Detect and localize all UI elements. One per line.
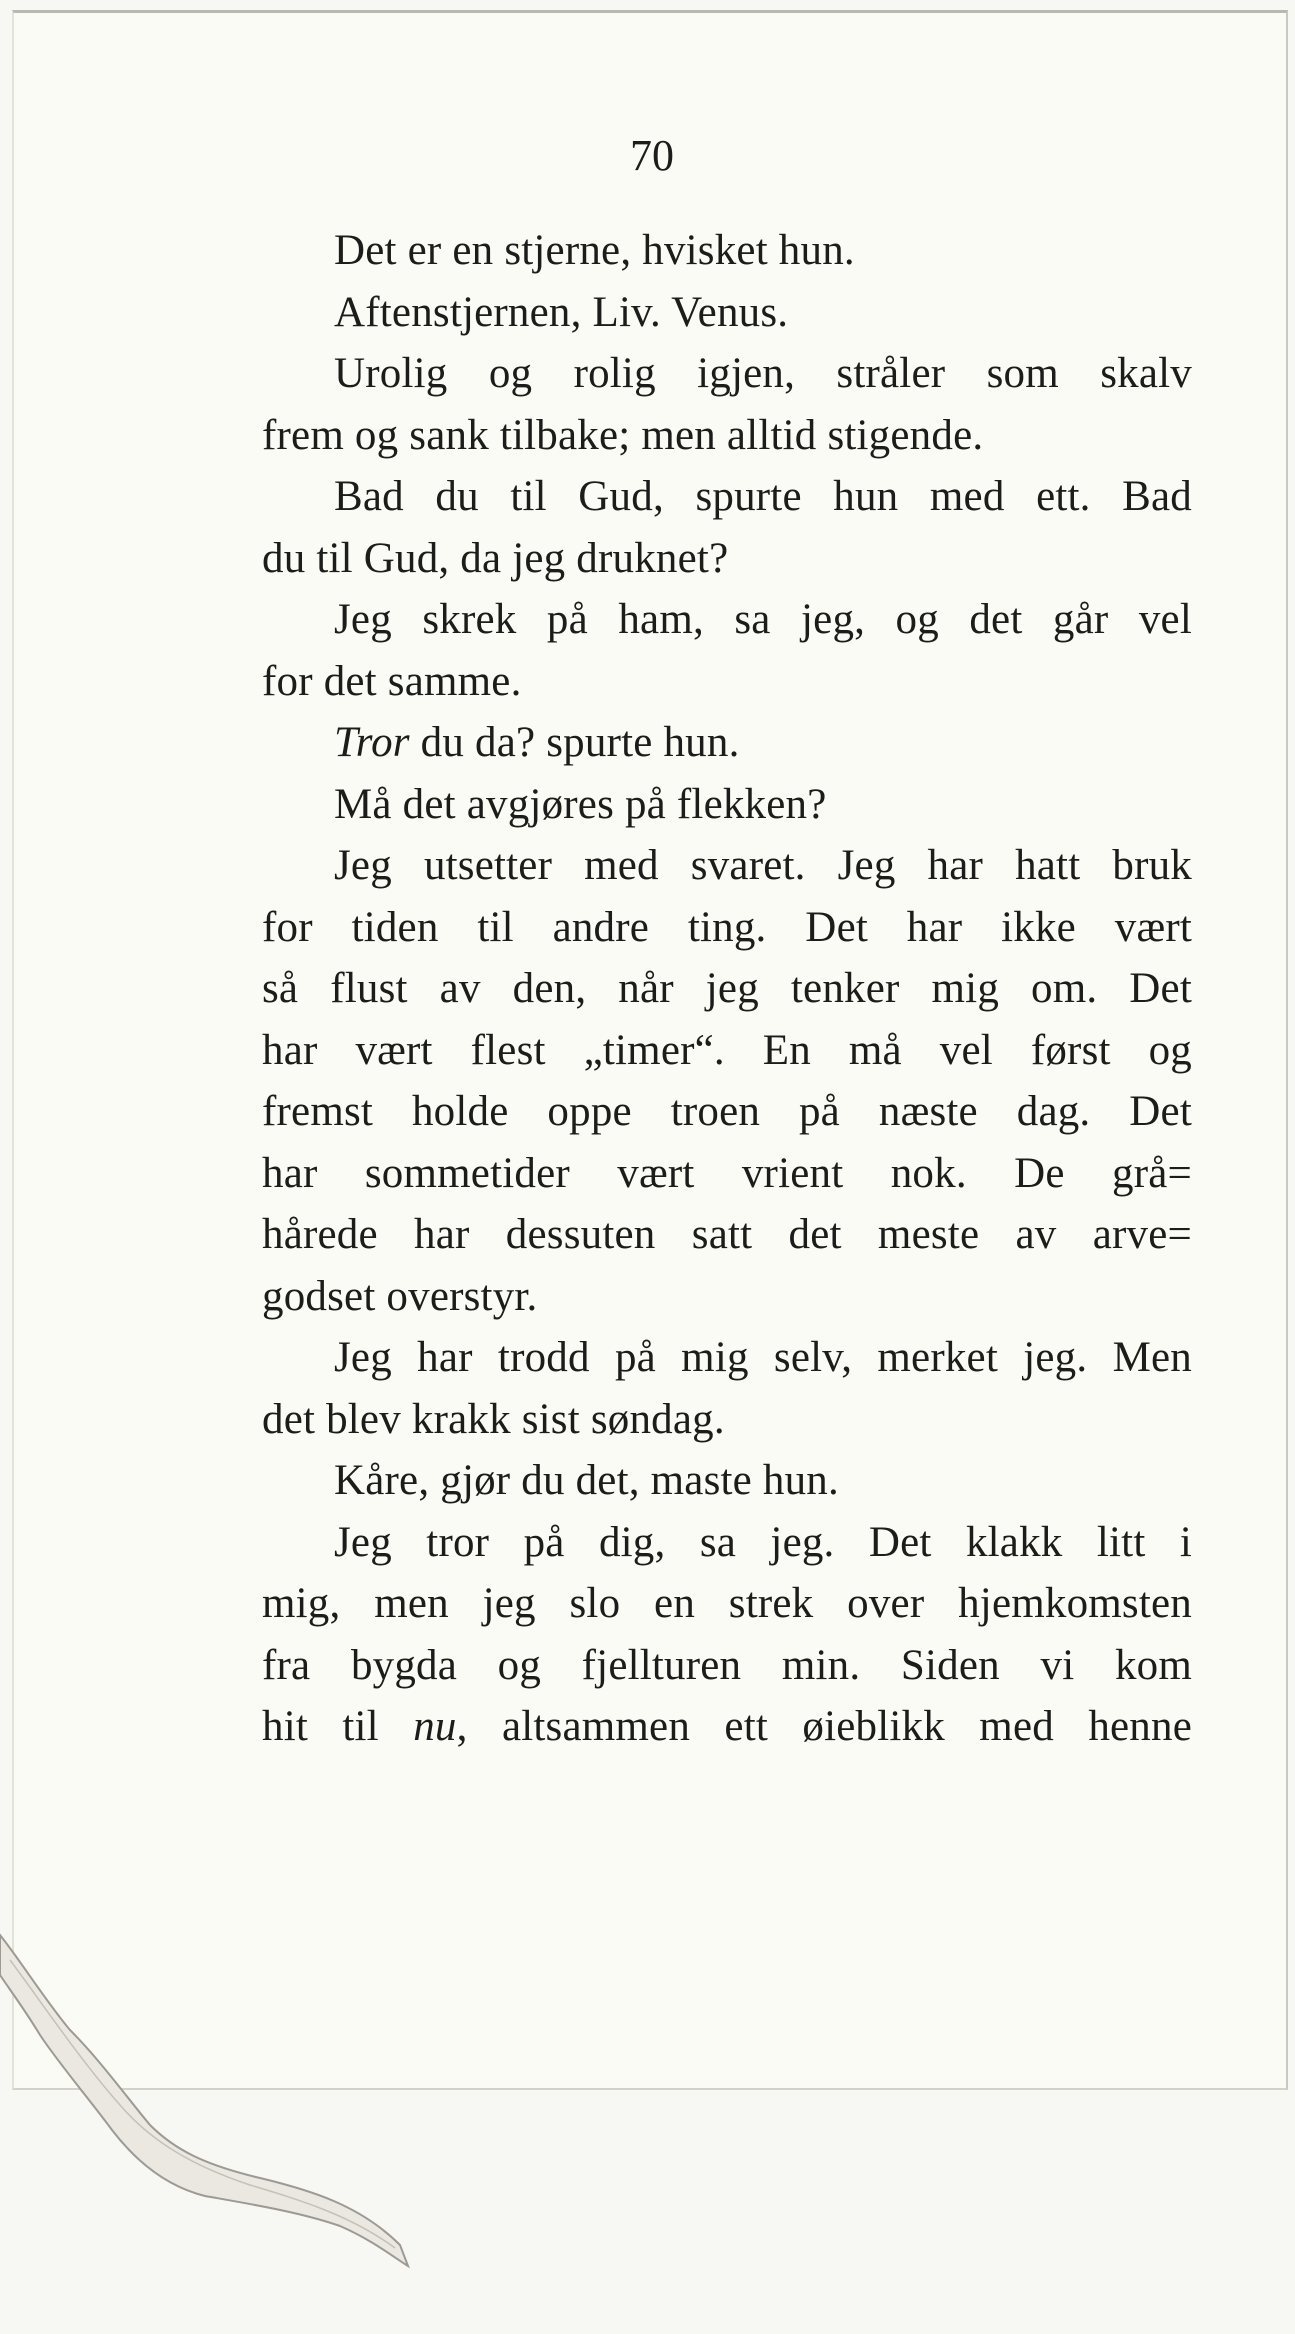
line-text: Må det avgjøres på flekken? (334, 780, 827, 828)
text-line (262, 1573, 1192, 1635)
line-text: frem og sank tilbake; men alltid stigende. (262, 411, 984, 459)
line-text: for det samme. (262, 657, 522, 705)
text-line (262, 405, 1192, 467)
text-line (262, 897, 1192, 959)
text-line (262, 712, 1192, 774)
line-text-continued: , altsammen ett øieblikk med henne (456, 1703, 1192, 1750)
text-line (262, 651, 1192, 713)
text-line (262, 1327, 1192, 1389)
text-line (262, 835, 1192, 897)
line-text: hit til (262, 1703, 414, 1750)
emphasized-word: Tror (334, 719, 410, 766)
text-line (262, 220, 1192, 282)
line-text: godset overstyr. (262, 1272, 538, 1320)
text-line (262, 282, 1192, 344)
text-line (262, 774, 1192, 836)
line-text: Jeg har trodd på mig selv, merket jeg. Men (334, 1334, 1192, 1381)
text-line (262, 1512, 1192, 1574)
line-text: Jeg skrek på ham, sa jeg, og det går vel (334, 596, 1192, 643)
text-line (262, 1635, 1192, 1697)
line-text-continued: du da? spurte hun. (409, 719, 740, 766)
line-text: Jeg tror på dig, sa jeg. Det klakk litt i (334, 1518, 1192, 1566)
line-text: fra bygda og fjellturen min. Siden vi kom (262, 1641, 1192, 1689)
text-line (262, 1696, 1192, 1758)
text-line (262, 1450, 1192, 1512)
text-line (262, 1389, 1192, 1451)
line-text: du til Gud, da jeg druknet? (262, 534, 729, 582)
page-number: 70 (630, 131, 674, 180)
text-line (262, 1020, 1192, 1082)
line-text: Kåre, gjør du det, maste hun. (334, 1457, 839, 1504)
line-text: mig, men jeg slo en strek over hjemkomsten (262, 1580, 1192, 1627)
text-line (262, 1266, 1192, 1328)
line-text: Aftenstjernen, Liv. Venus. (334, 288, 789, 336)
line-text: fremst holde oppe troen på næste dag. Det (262, 1088, 1192, 1135)
line-text: det blev krakk sist søndag. (262, 1395, 725, 1443)
text-line (262, 528, 1192, 590)
line-text: Jeg utsetter med svaret. Jeg har hatt bruk (334, 842, 1192, 889)
text-line (262, 466, 1192, 528)
line-text: Urolig og rolig igjen, stråler som skalv (334, 350, 1192, 397)
line-text: så flust av den, når jeg tenker mig om. Det (262, 965, 1192, 1012)
line-text: har vært flest „timer“. En må vel først og (262, 1026, 1192, 1074)
line-text: Det er en stjerne, hvisket hun. (334, 227, 855, 274)
line-text: har sommetider vært vrient nok. De grå= (262, 1149, 1192, 1197)
text-line (262, 1204, 1192, 1266)
line-text: hårede har dessuten satt det meste av arve= (262, 1211, 1192, 1258)
text-line (262, 343, 1192, 405)
book-page (12, 10, 1288, 2090)
text-line (262, 589, 1192, 651)
line-text: Bad du til Gud, spurte hun med ett. Bad (334, 473, 1192, 520)
emphasized-word: nu (413, 1703, 457, 1750)
text-line (262, 1143, 1192, 1205)
text-line (262, 958, 1192, 1020)
body-text (262, 220, 1192, 1758)
line-text: for tiden til andre ting. Det har ikke vært (262, 903, 1192, 951)
text-line (262, 1081, 1192, 1143)
